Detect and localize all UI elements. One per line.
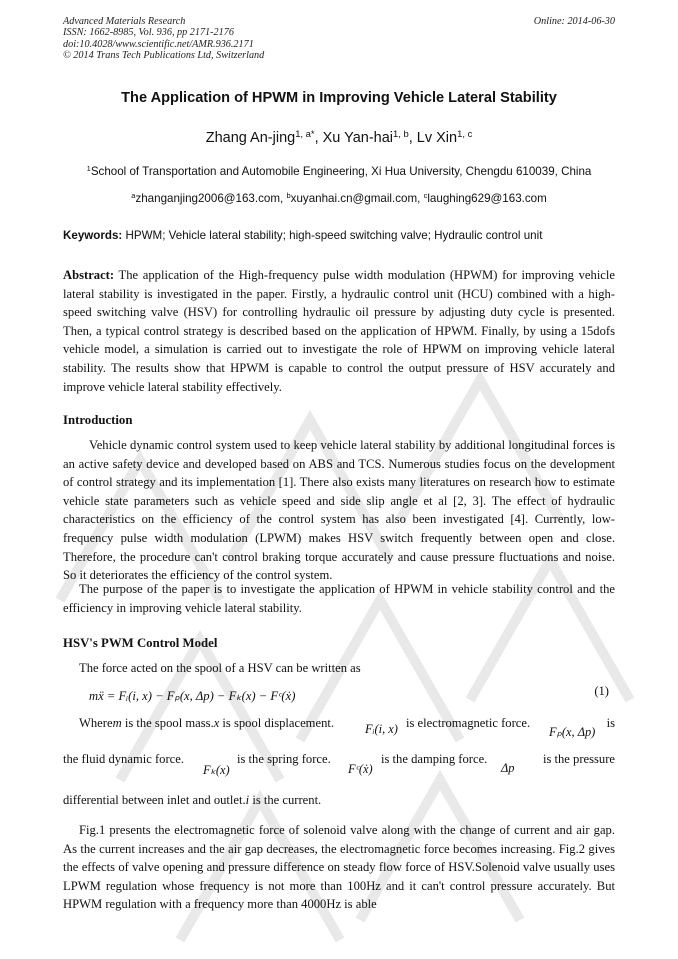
email-superscript: b — [286, 190, 291, 200]
abstract-text: The application of the High-frequency pulse width modulation (HPWM) for improving vehicle lateral stability is investigated in the paper. Firstly, a hydraulic control unit (HCU) combined with a high-speed switching valve (HSV) for controlling hydraulic oil pressure by adjusting duty cycle is presented. Then, a typical control strategy is described based on the application of HPWM. Finally, by using a 15dofs vehicle model, a simulation is carried out to investigate the role of HPWM on improving vehicle lateral stability. The results show that HPWM is capable to control the output pressure of HSV accurately and improve vehicle lateral stability effectively. — [63, 268, 615, 394]
author-list — [0, 127, 678, 146]
email-link[interactable]: laughing629@163.com — [427, 192, 547, 205]
affiliation — [0, 165, 678, 178]
equation-1: mẍ = Fᵢ(i, x) − Fₚ(x, Δp) − Fₖ(x) − Fᶜ(ẋ) — [89, 689, 296, 703]
where-text-fragment: differential between inlet and outlet. — [63, 793, 246, 807]
equation-number: (1) — [594, 684, 609, 698]
keywords-label: Keywords: — [63, 229, 123, 242]
author-separator: , — [408, 130, 417, 146]
email-link[interactable]: zhanganjing2006@163.com, — [135, 192, 287, 205]
where-text-fragment: is electromagnetic force. — [406, 716, 531, 730]
copyright-line: © 2014 Trans Tech Publications Ltd, Switzerland — [63, 50, 265, 62]
keywords — [63, 229, 615, 242]
equation-row — [63, 684, 615, 708]
author-name: Lv Xin — [416, 130, 458, 146]
author-name: Xu Yan-hai — [322, 130, 394, 146]
affiliation-superscript: 1 — [86, 163, 91, 173]
journal-header — [63, 16, 615, 62]
where-text-fragment: is — [606, 716, 615, 730]
symbol-fi: Fᵢ(i, x) — [365, 722, 398, 736]
issn-line: ISSN: 1662-8985, Vol. 936, pp 2171-2176 — [63, 27, 234, 39]
symbol-dp: Δp — [501, 761, 515, 775]
where-line — [63, 793, 615, 813]
hsv-paragraph: The force acted on the spool of a HSV can be written as — [79, 661, 361, 675]
symbol-fk: Fₖ(x) — [203, 763, 230, 777]
where-text-fragment: is the damping force. — [381, 752, 488, 766]
author-separator: , — [314, 130, 323, 146]
abstract — [63, 266, 615, 396]
author-superscript: 1, a* — [295, 127, 315, 139]
paper-title: The Application of HPWM in Improving Vehicle Lateral Stability — [121, 90, 557, 106]
affiliation-text: School of Transportation and Automobile Engineering, Xi Hua University, Chengdu 610039, China — [90, 165, 592, 178]
keywords-text: HPWM; Vehicle lateral stability; high-speed switching valve; Hydraulic control unit — [122, 229, 543, 242]
symbol-fc: Fᶜ(ẋ) — [348, 762, 373, 776]
symbol-i: i — [245, 793, 250, 807]
where-text-fragment: is the current. — [249, 793, 322, 807]
symbol-x: x — [213, 716, 220, 730]
section-heading-hsv-model: HSV's PWM Control Model — [63, 636, 218, 650]
author-superscript: 1, c — [457, 127, 473, 139]
where-text-fragment: is spool displacement. — [219, 716, 335, 730]
where-text-fragment: Where — [79, 716, 113, 730]
email-superscript: c — [423, 190, 428, 200]
hsv-paragraph: Fig.1 presents the electromagnetic force of solenoid valve along with the change of current and air gap. As the current increases and the air gap decreases, the electromagnetic force becomes increasing. Fig.2 gives the effects of valve opening and pressure difference on steady flow force of HSV.Solenoid valve usually uses LPWM regulation whose frequency is not more than 100Hz and it can't control pressure accurately. But HPWM regulation with a frequency more than 4000Hz is able — [63, 823, 615, 912]
where-line — [63, 752, 615, 786]
where-text-fragment: is the spring force. — [237, 752, 331, 766]
author-name: Zhang An-jing — [205, 130, 296, 146]
abstract-label: Abstract: — [63, 268, 115, 282]
symbol-fp: Fₚ(x, Δp) — [549, 725, 596, 739]
symbol-m: m — [112, 716, 122, 730]
author-superscript: 1, b — [393, 127, 409, 139]
email-link[interactable]: xuyanhai.cn@gmail.com, — [290, 192, 424, 205]
where-text-fragment: is the pressure — [542, 752, 615, 766]
online-date: Online: 2014-06-30 — [533, 16, 615, 27]
where-text-fragment: is the spool mass. — [121, 716, 214, 730]
doi-line: doi:10.4028/www.scientific.net/AMR.936.2171 — [63, 38, 254, 50]
intro-paragraph: The purpose of the paper is to investigate the application of HPWM in vehicle stability control and the efficiency in improving vehicle lateral stability. — [63, 582, 615, 615]
author-emails — [0, 192, 678, 205]
email-superscript: a — [131, 190, 136, 200]
journal-name: Advanced Materials Research — [63, 16, 186, 27]
section-heading-introduction: Introduction — [63, 413, 133, 427]
where-text-fragment: the fluid dynamic force. — [63, 752, 184, 766]
intro-paragraph: Vehicle dynamic control system used to keep vehicle lateral stability by additional longitudinal forces is an active safety device and developed based on ABS and TCS. Numerous studies focus on the development of control strategy and its implementation [1]. There also exists many literatures on research how to estimate vehicle state parameters such as vehicle speed and side slip angle et al [2, 3]. The effect of hydraulic characteristics on the efficiency of the control system has also been investigated [4]. Currently, low-frequency pulse width modulation (LPWM) makes HSV switch frequently between open and close. Therefore, the procedure can't control braking torque accurately and cause pressure fluctuations and noise. So it deteriorates the efficiency of the control system. — [63, 438, 615, 583]
where-line — [63, 716, 615, 746]
where-text — [79, 716, 334, 731]
